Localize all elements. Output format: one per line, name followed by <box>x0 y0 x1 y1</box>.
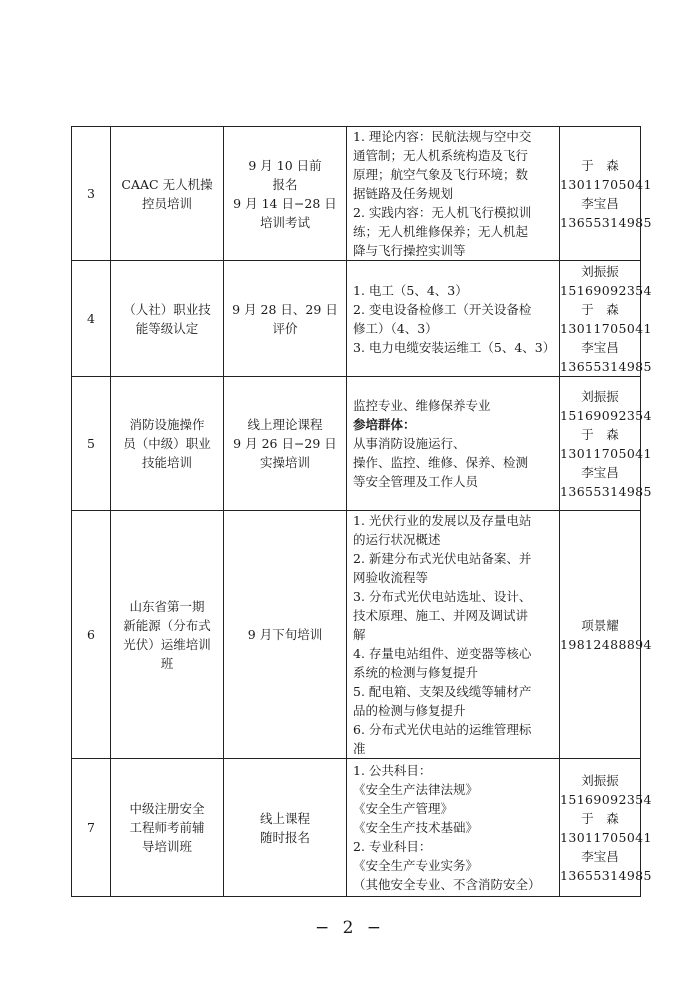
contact-cell <box>560 377 652 511</box>
content-line: 据链路及任务规划 <box>353 186 454 201</box>
contact-name: 于 森 <box>581 157 619 173</box>
participants-text: 从事消防设施运行、 <box>353 436 466 451</box>
content-line: 1. 光伏行业的发展以及存量电站 <box>353 513 532 528</box>
course-name-cell <box>111 511 224 759</box>
content-line: 网验收流程等 <box>353 570 429 585</box>
course-name-line: 员（中级）职业 <box>123 436 211 451</box>
contact-name: 李宝昌 <box>581 195 619 211</box>
content-line: 《安全生产管理》 <box>353 801 454 816</box>
contact-cell <box>560 759 652 897</box>
content-line: （其他安全专业、不含消防安全） <box>353 877 541 892</box>
participants-label: 参培群体： <box>353 417 416 432</box>
course-name-line: 新能源（分布式 <box>123 617 211 633</box>
course-name-cell <box>111 377 224 511</box>
contact-phone: 13011705041 <box>560 829 652 845</box>
content-cell <box>347 261 560 377</box>
contact-name: 刘振振 <box>581 388 619 404</box>
content-line: 《安全生产技术基础》 <box>353 820 479 835</box>
contact-phone: 13011705041 <box>560 176 652 192</box>
table-row <box>72 127 641 261</box>
contact-phone: 13655314985 <box>560 214 652 230</box>
schedule-line: 实操培训 <box>259 455 310 470</box>
course-name-line: 导培训班 <box>141 839 192 854</box>
row-number-cell <box>72 377 111 511</box>
schedule-cell <box>224 511 347 759</box>
content-cell <box>347 127 560 261</box>
schedule-line: 报名 <box>272 176 298 192</box>
contact-phone: 13011705041 <box>560 320 652 336</box>
course-name-line: 技能培训 <box>141 455 192 470</box>
contact-cell <box>560 261 652 377</box>
content-line: 原理；航空气象及飞行环境；数 <box>353 167 529 182</box>
content-line: 品的检测与修复提升 <box>353 703 466 718</box>
schedule-line: 9 月 28 日、29 日 <box>232 301 338 317</box>
contact-cell <box>560 511 652 759</box>
contact-phone: 15169092354 <box>560 282 652 298</box>
content-line: 1. 理论内容：民航法规与空中交 <box>353 129 532 144</box>
content-line: 练；无人机维修保养；无人机起 <box>353 224 529 239</box>
row-number: 5 <box>87 436 95 451</box>
row-number: 6 <box>87 627 95 642</box>
contact-cell <box>560 127 652 261</box>
schedule-line: 9 月 14 日−28 日 <box>233 195 337 211</box>
schedule-cell <box>224 759 347 897</box>
content-line: 2. 实践内容：无人机飞行模拟训 <box>353 205 532 220</box>
content-line: 3. 分布式光伏电站选址、设计、 <box>353 589 532 604</box>
course-name-line: 控员培训 <box>141 195 192 211</box>
contact-name: 刘振振 <box>581 772 619 788</box>
contact-phone: 13655314985 <box>560 867 652 883</box>
course-name-line: 能等级认定 <box>135 320 199 336</box>
contact-name: 于 森 <box>581 301 619 317</box>
content-line: 1. 公共科目： <box>353 763 432 778</box>
row-number: 3 <box>87 186 95 201</box>
schedule-line: 培训考试 <box>259 214 310 230</box>
course-name-cell <box>111 261 224 377</box>
content-line: 修工）（4、3） <box>353 320 438 336</box>
content-line: 操作、监控、维修、保养、检测 <box>353 455 529 470</box>
table-row <box>72 759 641 897</box>
content-cell <box>347 511 560 759</box>
row-number-cell <box>72 127 111 261</box>
contact-phone: 19812488894 <box>560 636 652 652</box>
contact-name: 于 森 <box>581 810 619 826</box>
course-name-line: 工程师考前辅 <box>129 820 205 835</box>
content-line: 技术原理、施工、并网及调试讲 <box>353 608 529 623</box>
content-line: 降与飞行操控实训等 <box>353 243 466 258</box>
table-row <box>72 261 641 377</box>
course-name-cell <box>111 127 224 261</box>
contact-name: 刘振振 <box>581 263 619 279</box>
content-line: 通管制；无人机系统构造及飞行 <box>353 148 529 163</box>
course-name-cell <box>111 759 224 897</box>
course-name-line: 消防设施操作 <box>129 417 205 432</box>
content-line: 的运行状况概述 <box>353 532 441 547</box>
course-name-line: 山东省第一期 <box>129 598 205 614</box>
content-line: 监控专业、维修保养专业 <box>353 398 491 413</box>
schedule-line: 9 月 26 日−29 日 <box>233 436 337 451</box>
contact-phone: 15169092354 <box>560 407 652 423</box>
schedule-line: 线上课程 <box>259 810 310 826</box>
content-line <box>353 415 555 453</box>
page-number: − 2 − <box>314 918 386 938</box>
content-line: 等安全管理及工作人员 <box>353 474 479 489</box>
row-number: 7 <box>87 820 95 835</box>
course-name-line: （人社）职业技 <box>123 301 211 317</box>
schedule-cell <box>224 377 347 511</box>
row-number-cell <box>72 759 111 897</box>
content-line: 6. 分布式光伏电站的运维管理标 <box>353 722 532 737</box>
training-schedule-table <box>71 126 652 897</box>
contact-name: 李宝昌 <box>581 339 619 355</box>
content-line: 2. 新建分布式光伏电站备案、并 <box>353 551 532 566</box>
content-line: 2. 变电设备检修工（开关设备检 <box>353 301 532 317</box>
course-name-line: 班 <box>160 655 174 671</box>
course-name-line: CAAC 无人机操 <box>121 176 213 192</box>
content-line: 4. 存量电站组件、逆变器等核心 <box>353 646 532 661</box>
schedule-cell <box>224 261 347 377</box>
row-number-cell <box>72 261 111 377</box>
content-line: 准 <box>353 741 366 756</box>
content-line: 2. 专业科目： <box>353 839 432 854</box>
schedule-cell <box>224 127 347 261</box>
schedule-line: 随时报名 <box>259 829 310 845</box>
content-line: 系统的检测与修复提升 <box>353 665 479 680</box>
contact-phone: 13655314985 <box>560 358 652 374</box>
contact-phone: 13011705041 <box>560 445 652 461</box>
contact-name: 李宝昌 <box>581 848 619 864</box>
contact-name: 于 森 <box>581 426 619 442</box>
content-line: 解 <box>353 627 366 642</box>
contact-phone: 13655314985 <box>560 483 652 499</box>
row-number: 4 <box>87 311 95 326</box>
contact-phone: 15169092354 <box>560 791 652 807</box>
content-cell <box>347 759 560 897</box>
content-line: 《安全生产法律法规》 <box>353 782 479 797</box>
content-line: 《安全生产专业实务》 <box>353 858 479 873</box>
content-line: 1. 电工（5、4、3） <box>353 282 468 298</box>
schedule-line: 评价 <box>272 320 298 336</box>
course-name-line: 中级注册安全 <box>129 801 205 816</box>
schedule-line: 9 月下旬培训 <box>247 627 323 642</box>
schedule-line: 9 月 10 日前 <box>248 157 322 173</box>
schedule-line: 线上理论课程 <box>247 417 323 432</box>
row-number-cell <box>72 511 111 759</box>
content-line: 3. 电力电缆安装运维工（5、4、3） <box>353 339 556 355</box>
contact-name: 李宝昌 <box>581 464 619 480</box>
contact-name: 项景耀 <box>581 617 619 633</box>
table-row <box>72 511 641 759</box>
content-cell <box>347 377 560 511</box>
content-line: 5. 配电箱、支架及线缆等辅材产 <box>353 684 532 699</box>
course-name-line: 光伏）运维培训 <box>123 636 211 652</box>
table-row <box>72 377 641 511</box>
